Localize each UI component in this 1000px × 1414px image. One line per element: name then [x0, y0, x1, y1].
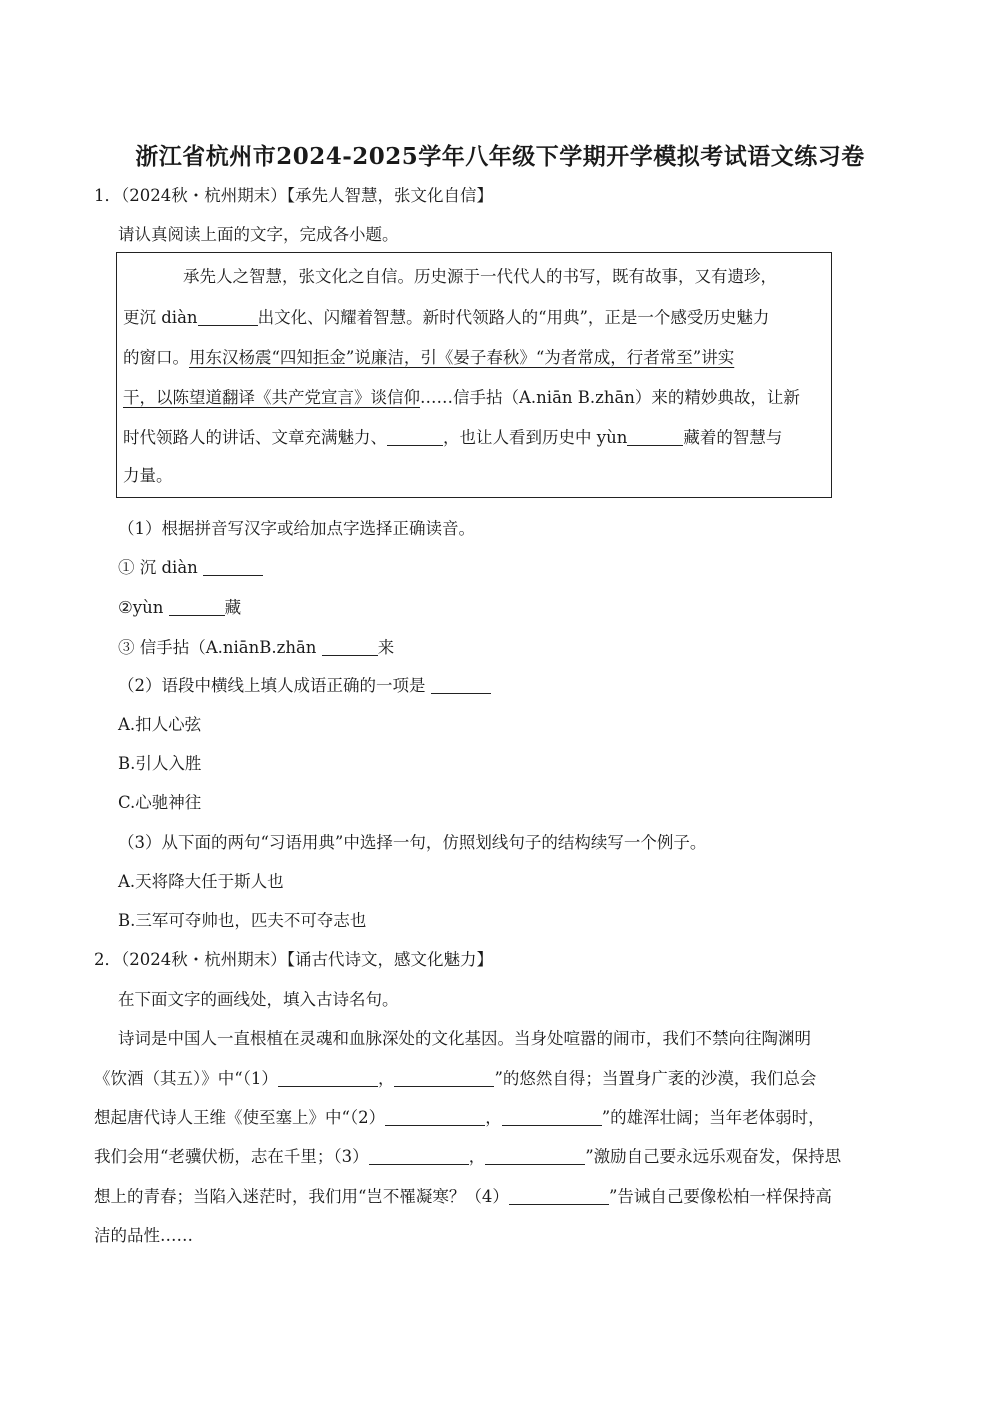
- page-title: 浙江省杭州市2024-2025学年八年级下学期开学模拟考试语文练习卷: [135, 143, 865, 170]
- option-b[interactable]: B.三军可夺帅也，匹夫不可夺志也: [118, 911, 367, 930]
- reading-passage-box: [116, 252, 832, 498]
- question-1-instruction: 请认真阅读上面的文字，完成各小题。: [118, 225, 399, 244]
- option-a[interactable]: A.天将降大任于斯人也: [118, 872, 284, 891]
- sub-question-1-item: [118, 554, 263, 578]
- paragraph-text: ”的雄浑壮阔；当年老体弱时，: [601, 1108, 825, 1127]
- passage-line: [123, 344, 734, 368]
- sub-question-3-prompt: （3）从下面的两句“习语用典”中选择一句，仿照划线句子的结构续写一个例子。: [118, 833, 707, 852]
- answer-blank[interactable]: [203, 559, 263, 577]
- poem-paragraph-line: 洁的品性……: [94, 1226, 193, 1245]
- poem-blank-3b[interactable]: [485, 1148, 585, 1166]
- question-number: 2．: [94, 950, 121, 969]
- poem-paragraph-line: [94, 1065, 816, 1089]
- paragraph-text: ，: [485, 1108, 502, 1127]
- item-text: ③ 信手拈（A.niānB.zhān: [118, 638, 317, 657]
- poem-blank-3a[interactable]: [369, 1148, 469, 1166]
- passage-line: [123, 304, 769, 328]
- passage-text: 藏着的智慧与: [683, 428, 783, 447]
- passage-text: 出文化、闪耀着智慧。新时代领路人的“用典”，正是一个感受历史魅力: [257, 308, 770, 327]
- fill-blank[interactable]: [627, 429, 683, 447]
- poem-blank-1b[interactable]: [394, 1070, 494, 1088]
- answer-blank[interactable]: [431, 677, 491, 695]
- poem-paragraph-line: [94, 1104, 825, 1128]
- item-text: ① 沉 diàn: [118, 558, 198, 577]
- passage-line: 力量。: [123, 466, 173, 485]
- paragraph-text: ”的悠然自得；当置身广袤的沙漠，我们总会: [494, 1069, 817, 1088]
- poem-blank-2b[interactable]: [502, 1109, 602, 1127]
- sub-question-1-item: [118, 634, 394, 658]
- question-source: （2024秋・杭州期末）: [121, 950, 287, 969]
- passage-text: 的窗口。: [123, 348, 189, 367]
- paragraph-text: 想起唐代诗人王维《使至塞上》中“（2）: [94, 1108, 386, 1127]
- poem-paragraph-line: [94, 1143, 841, 1167]
- passage-text: ，也让人看到历史中 yùn: [443, 428, 628, 447]
- question-topic: 【诵古代诗文，感文化魅力】: [286, 950, 493, 969]
- item-text: ②yùn: [118, 598, 164, 617]
- poem-paragraph-line: [94, 1183, 832, 1207]
- paragraph-text: ”激励自己要永远乐观奋发，保持思: [585, 1147, 842, 1166]
- fill-blank[interactable]: [387, 429, 443, 447]
- sub-question-2-prompt: [118, 672, 491, 696]
- poem-blank-4[interactable]: [509, 1188, 609, 1206]
- option-b[interactable]: B.引人入胜: [118, 754, 202, 773]
- sub-question-1-item: [118, 594, 241, 618]
- poem-paragraph-line: 诗词是中国人一直根植在灵魂和血脉深处的文化基因。当身处喧嚣的闹市，我们不禁向往陶渊明: [118, 1029, 811, 1048]
- poem-blank-1a[interactable]: [278, 1070, 378, 1088]
- passage-text: ……信手拈（A.niān B.zhān）来的精妙典故，让新: [420, 388, 800, 407]
- prompt-text: （2）语段中横线上填人成语正确的一项是: [118, 676, 426, 695]
- option-a[interactable]: A.扣人心弦: [118, 715, 202, 734]
- question-1-header: [94, 182, 493, 206]
- paragraph-text: 《饮酒（其五）》中“（1）: [94, 1069, 278, 1088]
- underlined-sentence: 用东汉杨震“四知拒金”说廉洁，引《晏子春秋》“为者常成，行者常至”讲实: [189, 348, 735, 367]
- question-source: （2024秋・杭州期末）: [121, 186, 287, 205]
- passage-line: 承先人之智慧，张文化之自信。历史源于一代代人的书写，既有故事，又有遗珍，: [183, 267, 777, 286]
- question-2-instruction: 在下面文字的画线处，填入古诗名句。: [118, 990, 399, 1009]
- question-2-header: [94, 946, 493, 970]
- paragraph-text: ，: [468, 1147, 486, 1166]
- answer-blank[interactable]: [322, 639, 378, 657]
- paragraph-text: ，: [377, 1069, 395, 1088]
- item-text: 藏: [224, 598, 242, 617]
- passage-line: [123, 384, 800, 408]
- answer-blank[interactable]: [169, 599, 225, 617]
- paragraph-text: 我们会用“老骥伏枥，志在千里；（3）: [94, 1147, 369, 1166]
- passage-line: [123, 424, 782, 448]
- fill-blank[interactable]: [198, 309, 258, 327]
- question-number: 1．: [94, 186, 121, 205]
- item-text: 来: [377, 638, 395, 657]
- paragraph-text: ”告诫自己要像松柏一样保持高: [608, 1187, 832, 1206]
- passage-text: 时代领路人的讲话、文章充满魅力、: [123, 428, 387, 447]
- paragraph-text: 想上的青春；当陷入迷茫时，我们用“岂不罹凝寒？（4）: [94, 1187, 509, 1206]
- pinyin-text: 更沉 diàn: [123, 308, 198, 327]
- option-c[interactable]: C.心驰神往: [118, 793, 202, 812]
- underlined-sentence: 干，以陈望道翻译《共产党宣言》谈信仰: [123, 388, 420, 407]
- sub-question-1-prompt: （1）根据拼音写汉字或给加点字选择正确读音。: [118, 519, 475, 538]
- poem-blank-2a[interactable]: [385, 1109, 485, 1127]
- question-topic: 【承先人智慧，张文化自信】: [286, 186, 493, 205]
